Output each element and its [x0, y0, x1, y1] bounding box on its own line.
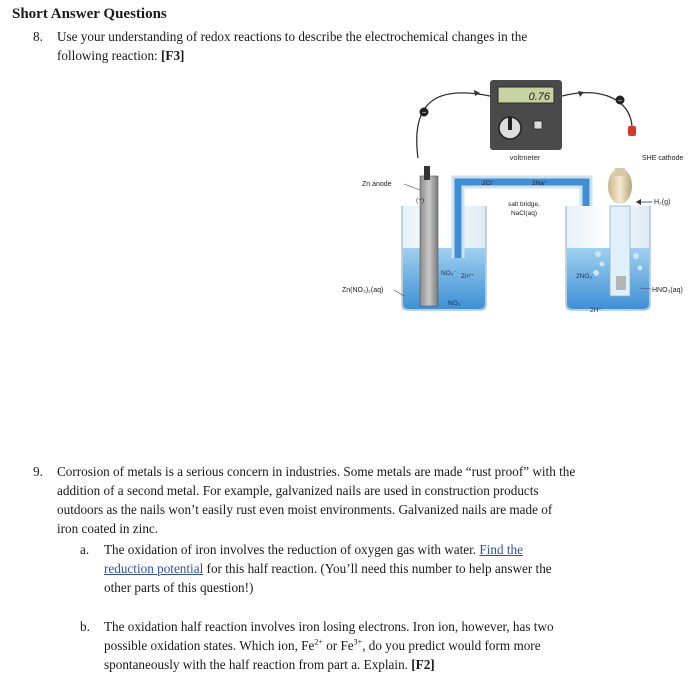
reduction-potential-link-part-1[interactable]: Find the: [479, 542, 523, 557]
question-9-line-2: addition of a second metal. For example, galvanized nails are used in construction products: [57, 483, 539, 498]
part-a-line-2: [104, 559, 552, 578]
electrochemical-cell-figure: [340, 78, 692, 328]
red-clip: [628, 126, 636, 136]
left-wire: [417, 93, 490, 158]
question-8-line-2: [57, 46, 184, 65]
part-b-line-2-text-3: , do you predict would form more: [362, 638, 541, 653]
part-b-line-2-text-2: or Fe: [326, 638, 354, 653]
part-b-letter: b.: [80, 619, 90, 634]
part-b-line-1: The oxidation half reaction involves iron losing electrons. Iron ion, however, has two: [104, 619, 554, 634]
voltmeter-reading: 0.76: [528, 91, 550, 103]
question-8-number: 8.: [33, 29, 43, 44]
question-8-marks: [F3]: [161, 48, 185, 63]
two-h-label: 2H⁺: [590, 307, 602, 314]
electron-minus-right: −: [617, 98, 623, 105]
question-8-line-1: Use your understanding of redox reactions to describe the electrochemical changes in the: [57, 29, 528, 44]
bridge-right-label: 2Na⁺: [532, 180, 548, 187]
zn-nitrate-label: Zn(NO₃)₂(aq): [342, 287, 384, 294]
left-wire-arrow: [474, 90, 480, 96]
salt-bridge-label-2: NaCl(aq): [510, 210, 538, 217]
question-9-line-3: outdoors as the nails won’t easily rust even moist environments. Galvanized nails are made of: [57, 502, 553, 517]
zn-anode-label: Zn anode: [362, 181, 392, 188]
part-a-text-after-link: for this half reaction. (You’ll need this number to help answer the: [206, 561, 552, 576]
voltmeter-label: voltmeter: [509, 153, 541, 162]
voltmeter: [490, 80, 562, 162]
right-wire-arrow: [578, 91, 584, 97]
fe2-charge: 2+: [314, 637, 323, 647]
h2-arrowhead: [636, 199, 641, 205]
hno3-label: HNO₃(aq): [652, 287, 683, 294]
zn-anode-pointer: [404, 184, 420, 190]
part-b-line-3-text: spontaneously with the half reaction from part a. Explain.: [104, 657, 408, 672]
right-beaker: [566, 168, 650, 314]
part-a-letter: a.: [80, 542, 90, 557]
question-8-line-2-text: following reaction:: [57, 48, 158, 63]
she-cathode-label: SHE cathode: [642, 155, 684, 162]
fe3-charge: 3+: [353, 637, 363, 647]
part-a-line-3: other parts of this question!): [104, 580, 254, 595]
bridge-left-label: 2Cl⁻: [482, 180, 496, 187]
minus-sign-label: (−): [416, 197, 425, 204]
part-a-text: The oxidation of iron involves the reduction of oxygen gas with water.: [104, 542, 477, 557]
part-b-line-2-text-1: possible oxidation states. Which ion, Fe: [104, 638, 315, 653]
part-b-line-2: [104, 636, 541, 655]
part-a-line-1: [104, 540, 523, 559]
part-b-line-3: [104, 655, 435, 674]
reduction-potential-link-part-2[interactable]: reduction potential: [104, 561, 204, 576]
electron-minus-left: −: [421, 110, 427, 117]
no3-lower-label: NO₃⁻: [448, 300, 464, 307]
section-title: Short Answer Questions: [12, 6, 167, 22]
part-b-marks: [F2]: [411, 657, 435, 672]
no3-upper-label: NO₃⁻: [441, 270, 457, 277]
question-9-number: 9.: [33, 464, 43, 479]
two-no3-label: 2NO₃⁻: [576, 273, 596, 280]
question-9-line-4: iron coated in zinc.: [57, 521, 159, 536]
salt-bridge-label-1: salt bridge,: [508, 201, 540, 208]
zn2-label: Zn²⁺: [461, 273, 475, 280]
question-9-line-1: Corrosion of metals is a serious concern in industries. Some metals are made “rust proof” with the: [57, 464, 576, 479]
h2-label: H₂(g): [654, 199, 671, 206]
